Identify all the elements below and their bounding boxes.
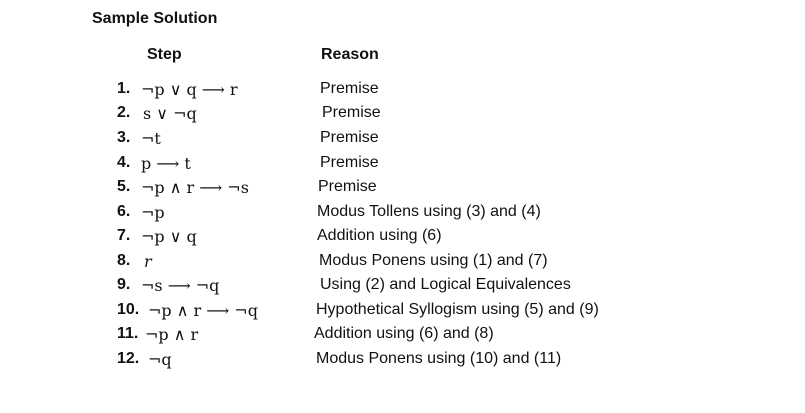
step-number: 11. [117, 325, 139, 342]
reason-column-header: Reason [321, 46, 379, 63]
step-statement: s ∨ ¬q [143, 104, 197, 123]
step-statement: ¬p [141, 203, 165, 222]
step-statement: ¬p ∧ r ⟶ ¬s [141, 178, 249, 197]
step-column-header: Step [147, 46, 182, 63]
step-reason: Hypothetical Syllogism using (5) and (9) [316, 301, 599, 318]
step-number: 9. [117, 276, 131, 293]
step-reason: Premise [320, 154, 379, 171]
step-reason: Modus Ponens using (1) and (7) [319, 252, 548, 269]
step-reason: Using (2) and Logical Equivalences [320, 276, 571, 293]
step-statement: r [144, 252, 152, 271]
step-number: 2. [117, 104, 131, 121]
step-reason: Premise [318, 178, 377, 195]
step-number: 6. [117, 203, 131, 220]
step-number: 7. [117, 227, 131, 244]
step-reason: Premise [322, 104, 381, 121]
step-reason: Addition using (6) [317, 227, 442, 244]
step-statement: ¬s ⟶ ¬q [141, 276, 220, 295]
step-statement: ¬q [148, 350, 172, 369]
step-number: 12. [117, 350, 140, 367]
step-reason: Premise [320, 129, 379, 146]
proof-row [0, 252, 805, 276]
proof-row [0, 178, 805, 202]
page-title: Sample Solution [92, 10, 218, 27]
step-reason: Modus Tollens using (3) and (4) [317, 203, 541, 220]
step-statement: ¬p ∨ q [141, 227, 197, 246]
proof-row [0, 104, 805, 128]
proof-row [0, 154, 805, 178]
step-reason: Premise [320, 80, 379, 97]
proof-row [0, 276, 805, 300]
step-statement: ¬t [141, 129, 161, 148]
step-number: 3. [117, 129, 131, 146]
step-number: 1. [117, 80, 131, 97]
step-statement: ¬p ∧ r ⟶ ¬q [148, 301, 258, 320]
proof-row [0, 129, 805, 153]
step-reason: Addition using (6) and (8) [314, 325, 494, 342]
proof-row [0, 325, 805, 349]
step-reason: Modus Ponens using (10) and (11) [316, 350, 562, 367]
proof-row [0, 301, 805, 325]
step-number: 4. [117, 154, 131, 171]
step-number: 10. [117, 301, 140, 318]
step-statement: p ⟶ t [141, 154, 191, 173]
proof-row [0, 350, 805, 374]
step-number: 8. [117, 252, 131, 269]
step-number: 5. [117, 178, 131, 195]
proof-row [0, 227, 805, 251]
proof-row [0, 203, 805, 227]
proof-row [0, 80, 805, 104]
step-statement: ¬p ∨ q ⟶ r [141, 80, 238, 99]
step-statement: ¬p ∧ r [145, 325, 199, 344]
